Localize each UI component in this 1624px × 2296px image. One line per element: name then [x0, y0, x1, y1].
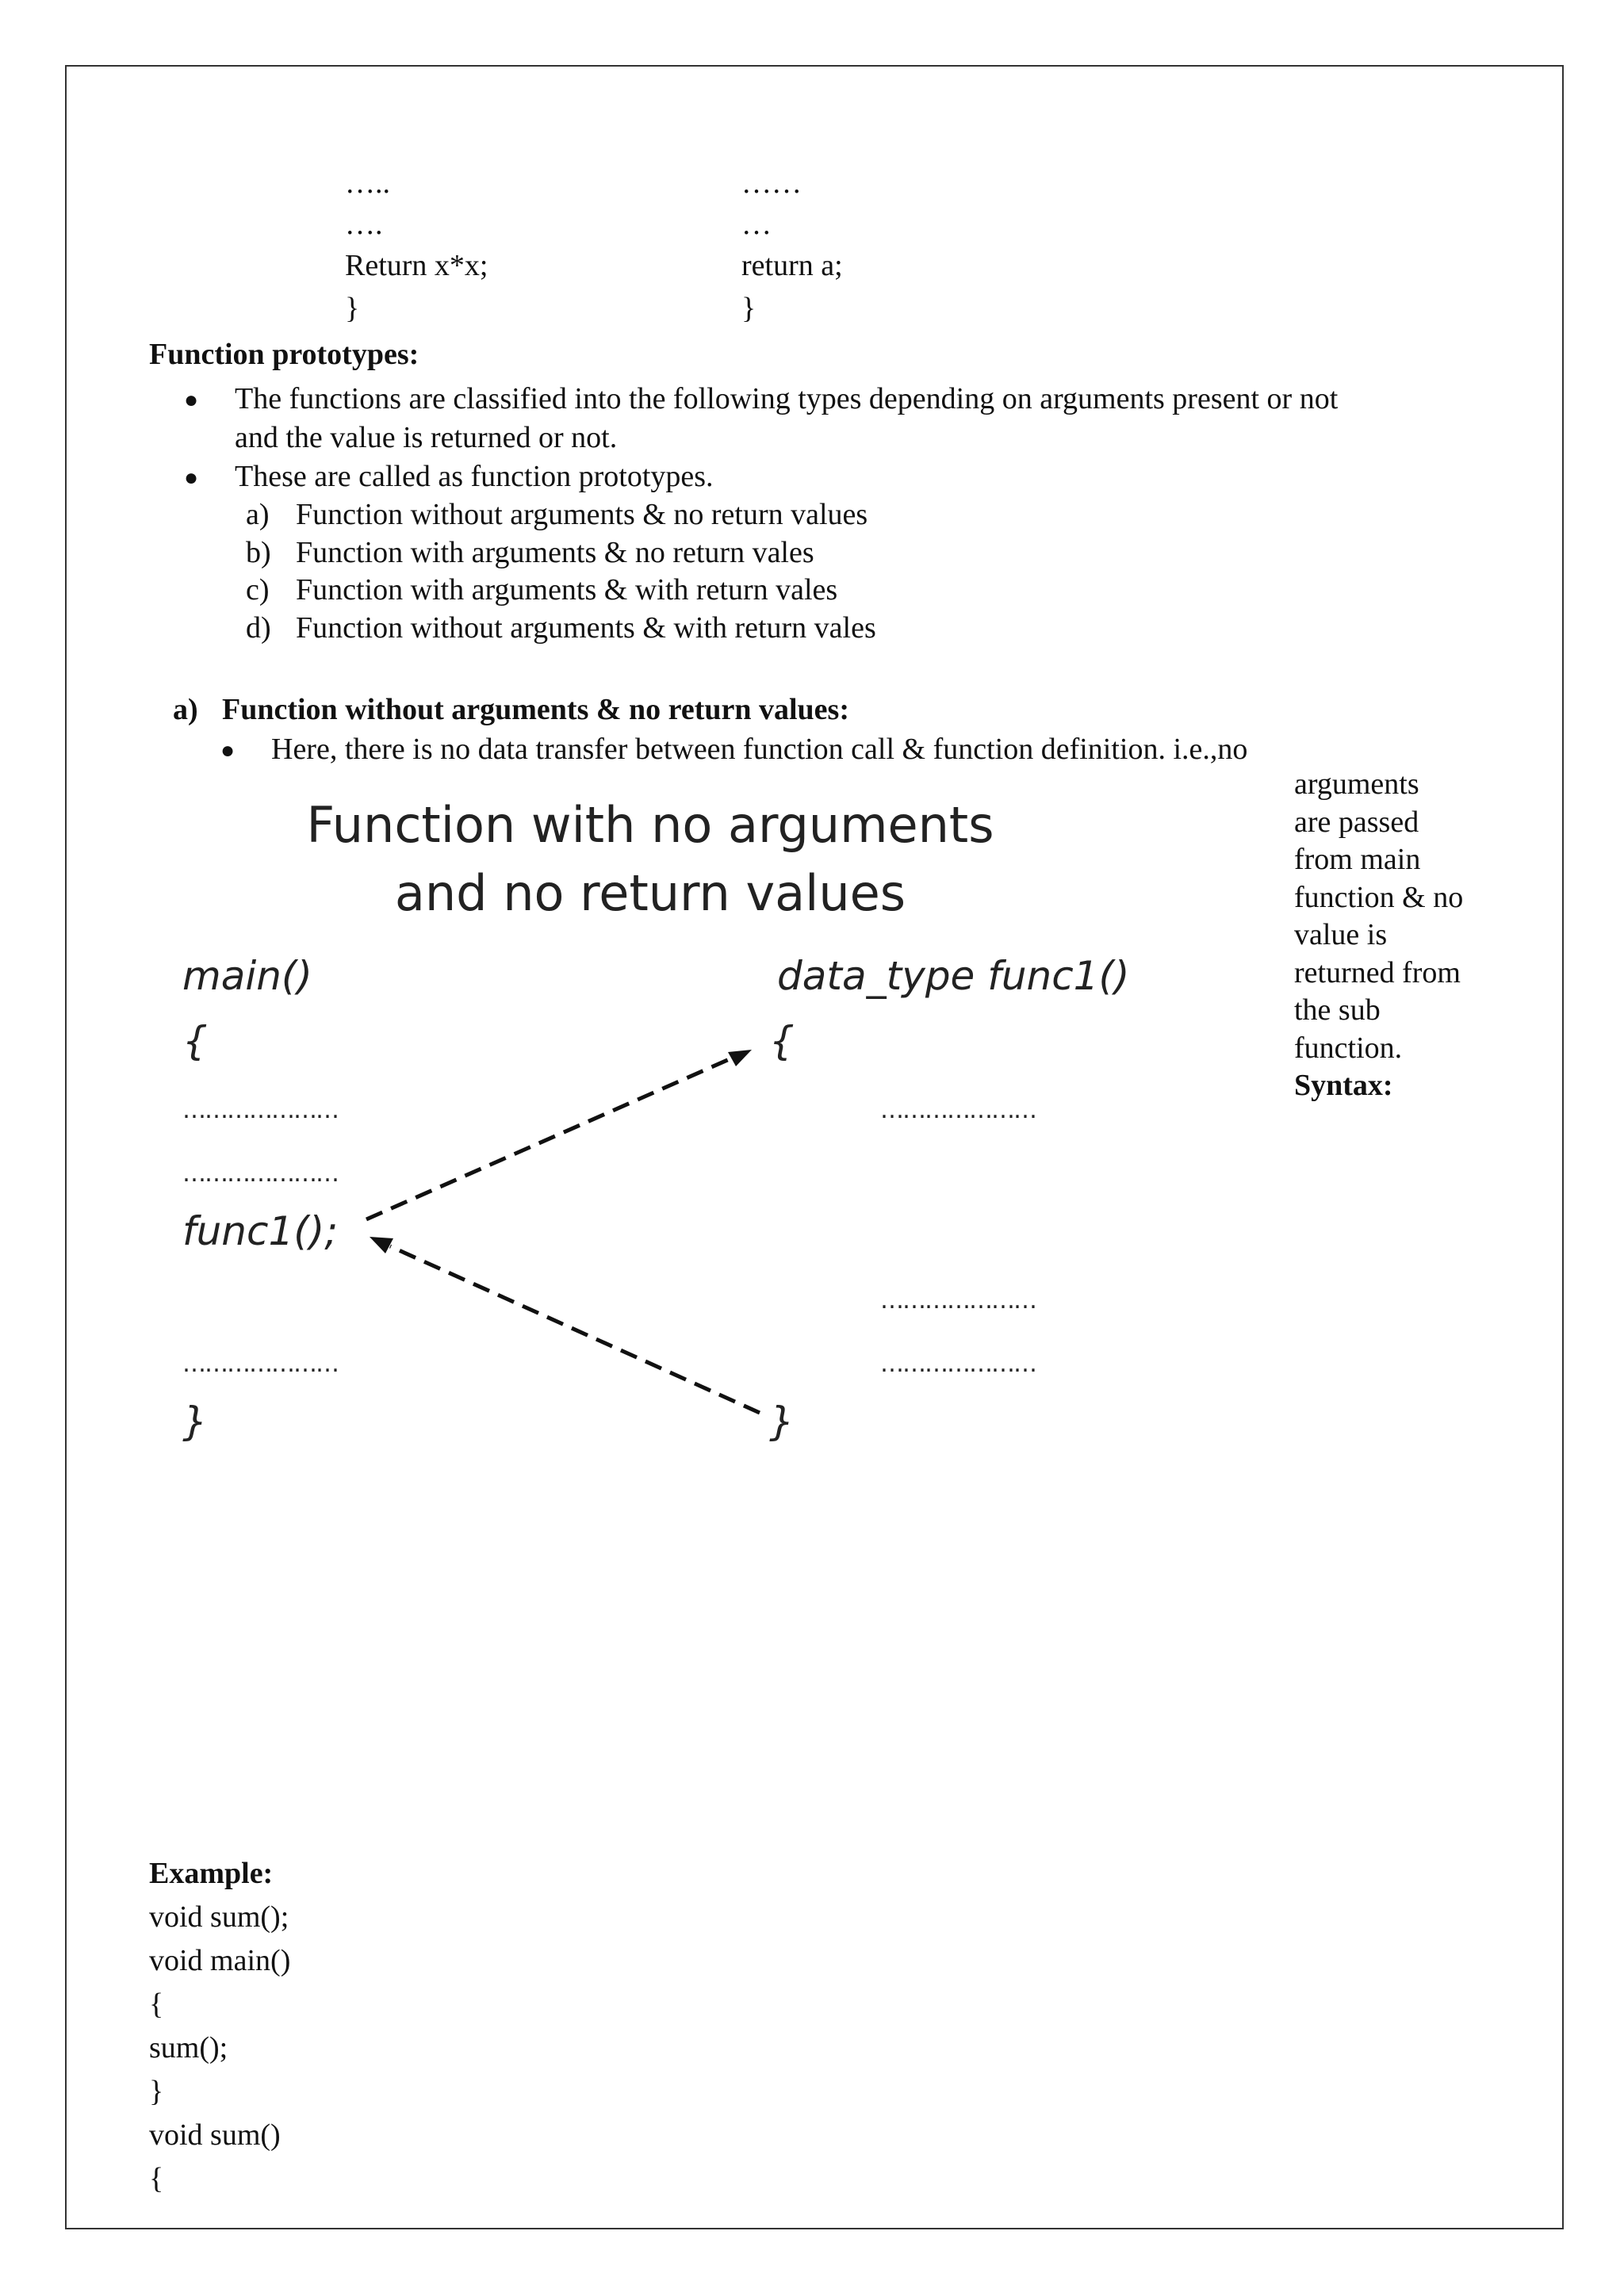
main-open-brace: { — [182, 1018, 208, 1064]
side-line: value is — [1294, 918, 1388, 951]
type-item: Function with arguments & with return vales — [296, 573, 838, 607]
func-dots-1: ………………… — [880, 1096, 1036, 1124]
side-line: function. — [1294, 1031, 1403, 1065]
type-item: Function without arguments & no return values — [296, 498, 868, 531]
prototypes-bullet2: These are called as function prototypes. — [235, 460, 714, 493]
code-right-line: return a; — [741, 249, 843, 282]
side-line: returned from — [1294, 955, 1461, 989]
func-dots-2: ………………… — [880, 1287, 1036, 1314]
bullet-dot: ● — [220, 737, 236, 763]
func-open-brace: { — [769, 1018, 795, 1064]
type-marker: b) — [246, 536, 271, 569]
type-marker: d) — [246, 611, 271, 645]
example-line: sum(); — [149, 2031, 228, 2064]
side-line: are passed — [1294, 805, 1419, 839]
syntax-label: Syntax: — [1294, 1069, 1393, 1102]
side-line: arguments — [1294, 767, 1419, 801]
main-dots-1: ………………… — [182, 1096, 338, 1124]
main-dots-3: ………………… — [182, 1350, 338, 1378]
func-close-brace: } — [769, 1399, 795, 1445]
func-header: data_type func1() — [777, 953, 1130, 999]
side-line: from main — [1294, 843, 1421, 876]
type-marker: c) — [246, 573, 270, 607]
example-line: } — [149, 2075, 164, 2108]
main-close-brace: } — [182, 1399, 208, 1445]
side-line: function & no — [1294, 880, 1464, 914]
diagram-title-line2: and no return values — [394, 864, 906, 922]
code-right-line: } — [741, 292, 756, 325]
main-call: func1(); — [182, 1208, 339, 1254]
section-a-side-text — [1294, 766, 1532, 1105]
return-arrow-line — [390, 1246, 760, 1413]
prototypes-bullet1-line1: The functions are classified into the following types depending on arguments present or not — [235, 382, 1339, 415]
function-flow-diagram — [159, 785, 1237, 1483]
bullet-dot: ● — [184, 387, 199, 413]
code-left-line: ….. — [345, 166, 390, 200]
func-dots-3: ………………… — [880, 1350, 1036, 1378]
code-right-line: … — [741, 208, 772, 241]
type-item: Function with arguments & no return vales — [296, 536, 814, 569]
main-header: main() — [182, 953, 312, 999]
section-a-heading: Function without arguments & no return values: — [222, 693, 849, 726]
code-left-line: …. — [345, 208, 383, 241]
prototypes-bullet1-line2: and the value is returned or not. — [235, 421, 618, 454]
diagram-title-line1: Function with no arguments — [306, 796, 994, 854]
main-dots-2: ………………… — [182, 1160, 338, 1188]
section-a-marker: a) — [173, 693, 198, 726]
code-left-line: Return x*x; — [345, 249, 488, 282]
example-heading: Example: — [149, 1857, 274, 1890]
type-item: Function without arguments & with return vales — [296, 611, 876, 645]
bullet-dot: ● — [184, 465, 199, 491]
code-right-line: …… — [741, 166, 802, 200]
call-arrow-head — [728, 1050, 752, 1066]
example-line: void sum(); — [149, 1900, 289, 1934]
code-left-line: } — [345, 292, 360, 325]
side-line: the sub — [1294, 993, 1381, 1027]
call-arrow-line — [366, 1058, 731, 1219]
return-arrow-head — [370, 1237, 393, 1253]
section-a-bullet-line: Here, there is no data transfer between function call & function definition. i.e.,no — [271, 733, 1248, 766]
example-line: { — [149, 2162, 164, 2195]
example-line: void main() — [149, 1944, 291, 1977]
type-marker: a) — [246, 498, 270, 531]
example-line: void sum() — [149, 2118, 281, 2152]
example-line: { — [149, 1988, 164, 2021]
prototypes-heading: Function prototypes: — [149, 338, 419, 371]
